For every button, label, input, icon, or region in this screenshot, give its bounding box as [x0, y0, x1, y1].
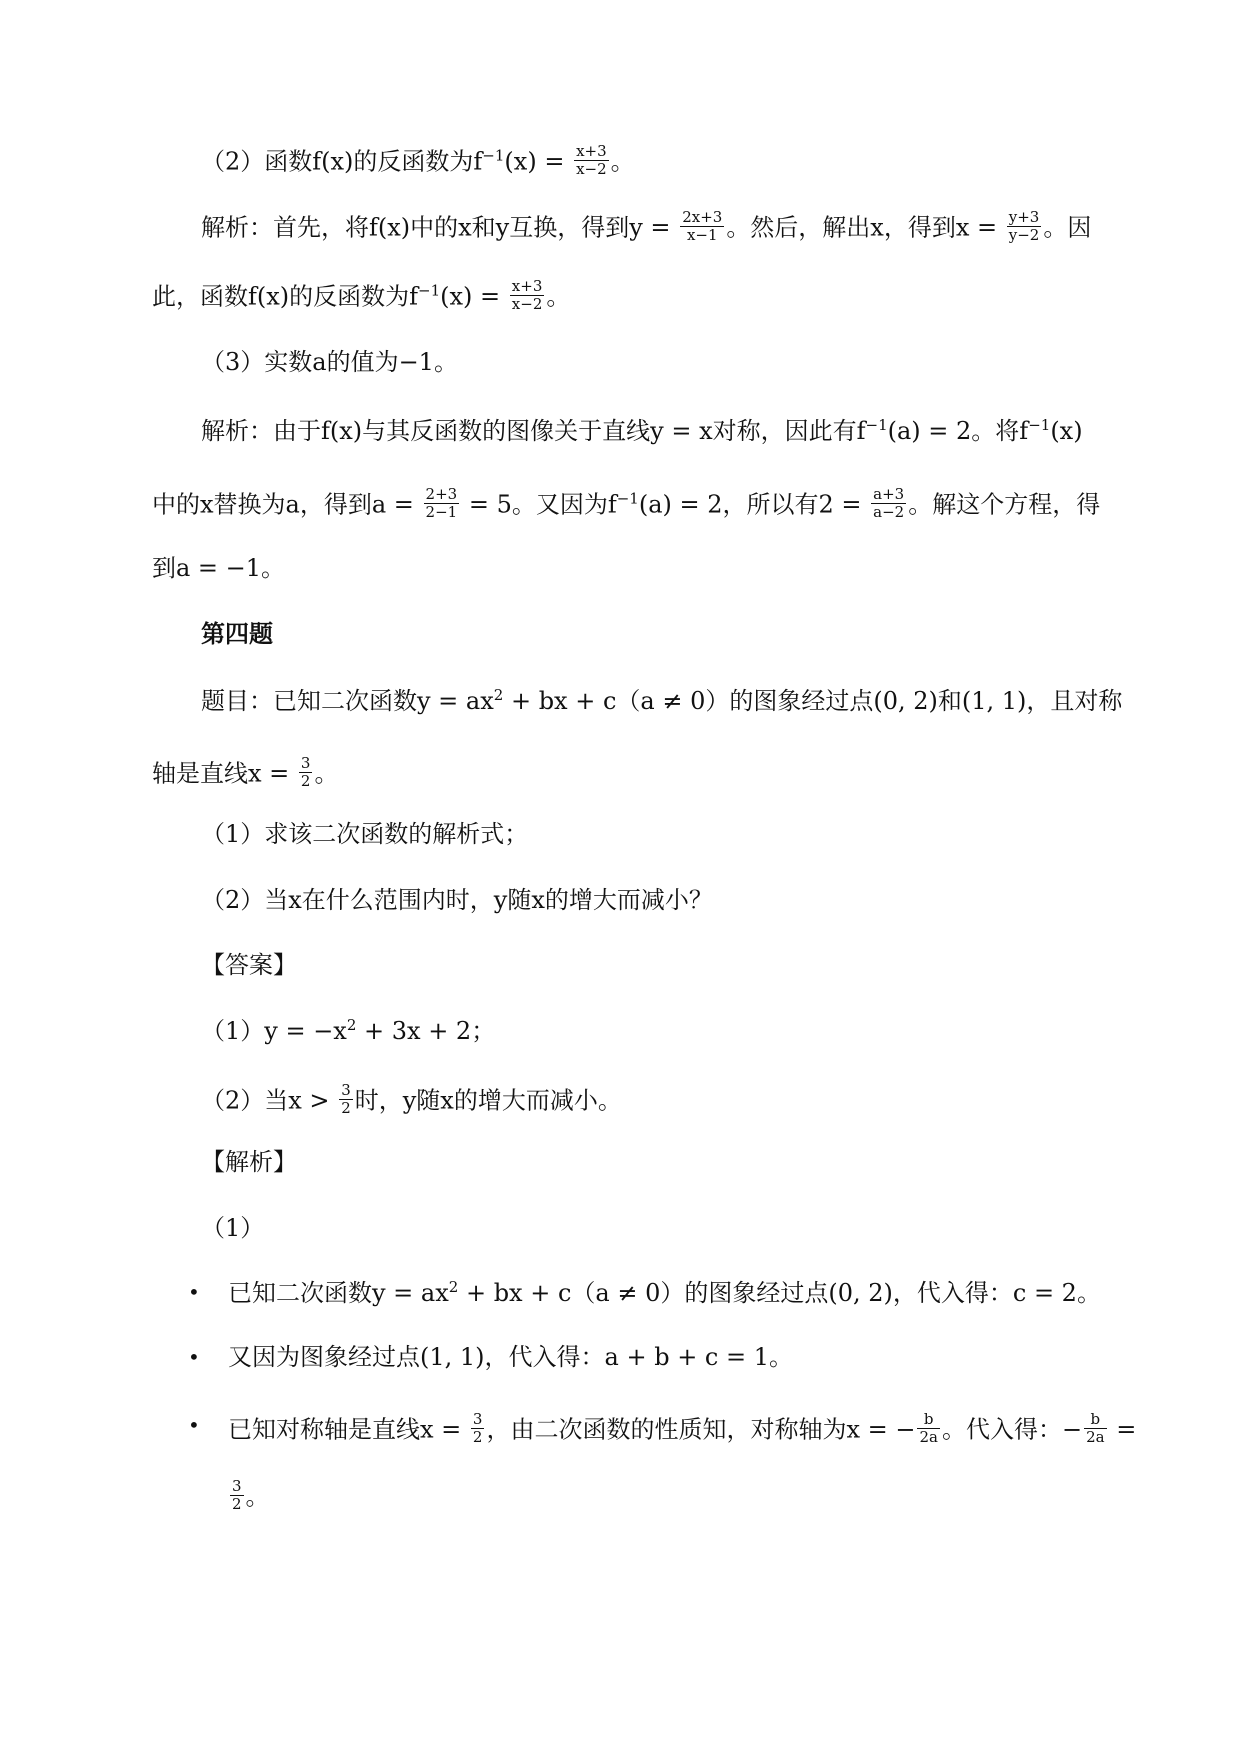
q4-sub-question-1: （1）求该二次函数的解析式；	[201, 820, 529, 848]
denominator: 2a	[1086, 1428, 1105, 1447]
text: 时，y随x的增大而减小。	[354, 1086, 622, 1115]
denominator: a−2	[873, 503, 905, 522]
text: (a) = 2。将f	[887, 417, 1029, 445]
text: (x) =	[440, 282, 501, 311]
answer-1	[201, 1018, 1141, 1043]
numerator: x+3	[511, 277, 543, 295]
p2-analysis-line-1	[201, 208, 1141, 247]
fraction	[871, 486, 906, 522]
superscript: −1	[865, 416, 888, 434]
text: 。	[245, 1482, 270, 1511]
fraction	[424, 486, 460, 522]
numerator: y+3	[1008, 208, 1040, 226]
text: + bx + c（a ≠ 0）的图象经过点(0, 2)，代入得：c = 2。	[458, 1279, 1101, 1307]
text: 。代入得：−	[941, 1415, 1083, 1444]
p3-analysis-line-1	[201, 418, 1141, 443]
text: 中的x替换为a，得到a =	[152, 490, 414, 519]
p3-analysis-line-3: 到a = −1。	[152, 554, 286, 582]
text: （2）当x >	[201, 1086, 330, 1115]
answer-heading: 【答案】	[201, 951, 297, 979]
text: + 3x + 2；	[356, 1017, 496, 1045]
numerator: 3	[300, 754, 311, 772]
text: 。然后，解出x，得到x =	[726, 213, 998, 242]
q4-problem-line-1	[201, 688, 1141, 713]
fraction	[230, 1478, 244, 1514]
superscript: −1	[418, 281, 441, 300]
denominator: 2a	[919, 1428, 938, 1447]
text: 已知二次函数y = ax	[228, 1279, 449, 1307]
q4-problem-line-2	[152, 754, 1092, 793]
fraction	[917, 1411, 940, 1447]
denominator: x−1	[686, 226, 718, 245]
fraction	[680, 209, 724, 245]
text: 。	[314, 759, 339, 788]
text: 。解这个方程，得	[908, 490, 1101, 519]
bullet-marker: •	[188, 1345, 200, 1369]
bullet-marker: •	[188, 1413, 200, 1437]
numerator: a+3	[873, 485, 905, 503]
superscript: 2	[346, 1016, 357, 1034]
denominator: x−2	[576, 160, 607, 179]
bullet-1	[228, 1280, 1168, 1305]
p2-analysis-line-2	[152, 277, 1092, 316]
q4-sub-question-2: （2）当x在什么范围内时，y随x的增大而减小？	[201, 886, 713, 914]
superscript: −1	[482, 146, 505, 165]
p2-answer	[201, 142, 1141, 181]
text: 轴是直线x =	[152, 759, 290, 788]
fraction	[339, 1082, 353, 1118]
fraction	[1007, 209, 1042, 245]
text: 题目：已知二次函数y = ax	[201, 687, 494, 715]
fraction	[299, 755, 313, 791]
bullet-2: 又因为图象经过点(1, 1)，代入得：a + b + c = 1。	[228, 1343, 794, 1371]
fraction	[510, 278, 545, 314]
numerator: 3	[341, 1081, 351, 1099]
text: 。	[546, 282, 571, 311]
text: (a) = 2，所以有2 =	[638, 490, 862, 519]
text: (x)	[1050, 417, 1083, 445]
text: （1）y = −x	[201, 1017, 347, 1045]
question-4-heading: 第四题	[201, 619, 273, 648]
text: =	[1116, 1415, 1137, 1444]
text: 此，函数f(x)的反函数为f	[152, 282, 419, 311]
text: 解析：首先，将f(x)中的x和y互换，得到y =	[201, 213, 671, 242]
text: ，由二次函数的性质知，对称轴为x = −	[486, 1415, 916, 1444]
denominator: 2−1	[425, 503, 458, 522]
bullet-marker: •	[188, 1280, 200, 1304]
numerator: b	[917, 1411, 940, 1429]
analysis-part-1: （1）	[201, 1214, 265, 1242]
numerator: 2+3	[425, 485, 458, 503]
text: (x) =	[504, 147, 565, 176]
numerator: 3	[232, 1477, 242, 1495]
text: + bx + c（a ≠ 0）的图象经过点(0, 2)和(1, 1)，且对称	[503, 687, 1123, 715]
text: （2）函数f(x)的反函数为f	[201, 147, 483, 176]
bullet-3-line-2	[228, 1477, 1168, 1516]
superscript: −1	[616, 489, 639, 508]
superscript: 2	[448, 1278, 459, 1296]
fraction	[574, 143, 609, 179]
p3-analysis-line-2	[152, 485, 1101, 524]
analysis-heading: 【解析】	[201, 1148, 297, 1176]
fraction	[1084, 1411, 1107, 1447]
text: = 5。又因为f	[468, 490, 617, 519]
text: 。	[610, 147, 635, 176]
bullet-3-line-1	[228, 1410, 1168, 1449]
answer-2	[201, 1081, 1141, 1120]
superscript: 2	[493, 686, 504, 704]
p3-answer: （3）实数a的值为−1。	[201, 348, 458, 376]
numerator: 3	[472, 1410, 483, 1428]
text: 已知对称轴是直线x =	[228, 1415, 462, 1444]
fraction	[471, 1411, 485, 1447]
denominator: 2	[232, 1495, 242, 1514]
numerator: x+3	[576, 142, 607, 160]
denominator: 2	[472, 1428, 483, 1447]
denominator: y−2	[1008, 226, 1040, 245]
numerator: b	[1084, 1411, 1107, 1429]
text: 。因	[1043, 213, 1092, 242]
denominator: 2	[300, 772, 311, 791]
denominator: 2	[341, 1099, 351, 1118]
text: 解析：由于f(x)与其反函数的图像关于直线y = x对称，因此有f	[201, 417, 866, 445]
superscript: −1	[1028, 416, 1051, 434]
denominator: x−2	[511, 295, 543, 314]
numerator: 2x+3	[682, 208, 723, 226]
